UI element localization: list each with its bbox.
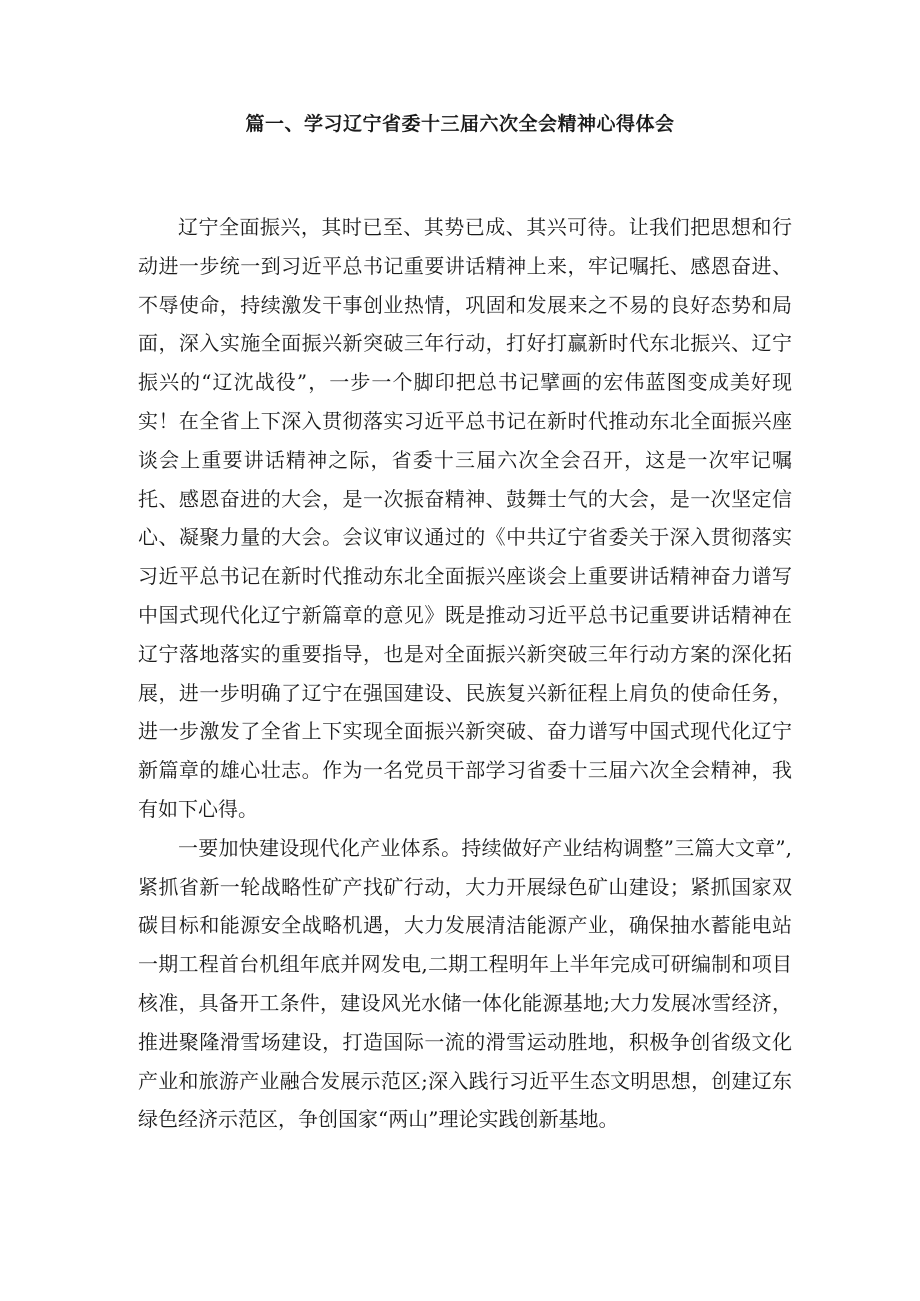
paragraph-intro: 辽宁全面振兴，其时已至、其势已成、其兴可待。让我们把思想和行动进一步统一到习近平总书记重要讲话精神上来，牢记嘱托、感恩奋进、不辱使命，持续激发干事创业热情，巩固和发展来之不易的良好态势和局面，深入实施全面振兴新突破三年行动，打好打赢新时代东北振兴、辽宁振兴的“辽沈战役”，一步一个脚印把总书记擘画的宏伟蓝图变成美好现实！在全省上下深入贯彻落实习近平总书记在新时代推动东北全面振兴座谈会上重要讲话精神之际，省委十三届六次全会召开，这是一次牢记嘱托、感恩奋进的大会，是一次振奋精神、鼓舞士气的大会，是一次坚定信心、凝聚力量的大会。会议审议通过的《中共辽宁省委关于深入贯彻落实习近平总书记在新时代推动东北全面振兴座谈会上重要讲话精神奋力谱写中国式现代化辽宁新篇章的意见》既是推动习近平总书记重要讲话精神在辽宁落地落实的重要指导，也是对全面振兴新突破三年行动方案的深化拓展，进一步明确了辽宁在强国建设、民族复兴新征程上肩负的使命任务，进一步激发了全省上下实现全面振兴新突破、奋力谱写中国式现代化辽宁新篇章的雄心壮志。作为一名党员干部学习省委十三届六次全会精神，我有如下心得。 [138, 215, 792, 821]
document-body [138, 208, 792, 1139]
paragraph-industry-system: 一要加快建设现代化产业体系。持续做好产业结构调整”三篇大文章”,紧抓省新一轮战略性矿产找矿行动，大力开展绿色矿山建设；紧抓国家双碳目标和能源安全战略机遇，大力发展清洁能源产业，确保抽水蓄能电站一期工程首台机组年底并网发电,二期工程明年上半年完成可研编制和项目核准，具备开工条件，建设风光水储一体化能源基地;大力发展冰雪经济，推进聚隆滑雪场建设，打造国际一流的滑雪运动胜地，积极争创省级文化产业和旅游产业融合发展示范区;深入践行习近平生态文明思想，创建辽东绿色经济示范区，争创国家“两山”理论实践创新基地。 [138, 835, 792, 1132]
document-title: 篇一、学习辽宁省委十三届六次全会精神心得体会 [245, 113, 675, 135]
